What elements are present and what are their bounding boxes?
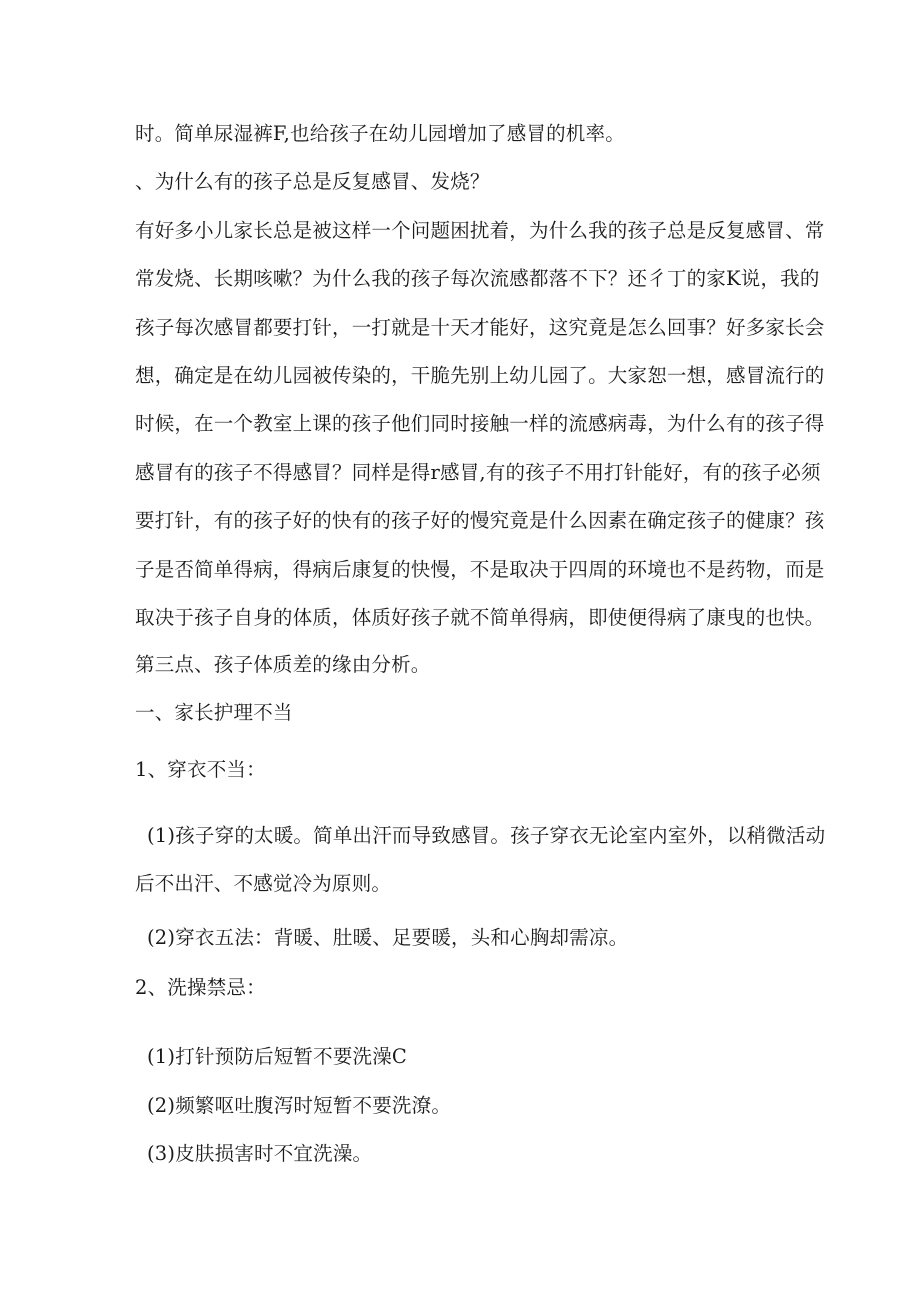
paragraph-line: 孩子每次感冒都要打针，一打就是十天才能好，这究竟是怎么回事？好多家长会 (135, 316, 825, 339)
paragraph-line: 常发烧、长期咳嗽？为什么我的孩子每次流感都落不下？还彳丁的家K说，我的 (135, 267, 820, 290)
item-heading: 1、穿衣不当： (135, 758, 266, 781)
list-item: (2)频繁呕吐腹泻时短暂不要洗潦。 (147, 1094, 452, 1117)
paragraph-line: 子是否简单得病，得病后康复的快慢，不是取决于四周的环境也不是药物，而是 (135, 558, 825, 581)
text-line: 时。简单尿湿裤F,也给孩子在幼儿园增加了感冒的机率。 (135, 122, 625, 145)
list-item: (2)穿衣五法：背暖、肚暖、足要暖，头和心胸却需凉。 (147, 926, 629, 949)
section-heading: 、为什么有的孩子总是反复感冒、发烧？ (135, 170, 490, 193)
paragraph-line: 要打针，有的孩子好的快有的孩子好的慢究竟是什么因素在确定孩子的健康？孩 (135, 509, 825, 532)
list-item: (1)孩子穿的太暖。简单出汗而导致感冒。孩子穿衣无论室内室外，以稍微活动 (147, 824, 826, 847)
list-item: (3)皮肤损害时不宜洗澡。 (147, 1142, 373, 1165)
list-item-continuation: 后不出汗、不感觉冷为原则。 (135, 872, 392, 895)
subsection-heading: 一、家长护理不当 (135, 701, 293, 724)
paragraph-line: 取决于孩子自身的体质，体质好孩子就不简单得病，即使便得病了康曳的也快。 (135, 606, 825, 629)
paragraph-line: 想，确定是在幼儿园被传染的，干脆先别上幼儿园了。大家恕一想，感冒流行的 (135, 364, 825, 387)
paragraph-line: 感冒有的孩子不得感冒？同样是得r感冒,有的孩子不用打针能好，有的孩子必须 (135, 461, 821, 484)
paragraph-line: 有好多小儿家长总是被这样一个问题困扰着，为什么我的孩子总是反复感冒、常 (135, 219, 825, 242)
item-heading: 2、洗操禁忌： (135, 976, 266, 999)
paragraph-line: 时候，在一个教室上课的孩子他们同时接触一样的流感病毒，为什么有的孩子得 (135, 412, 825, 435)
list-item: (1)打针预防后短暂不要洗澡C (147, 1045, 408, 1068)
section-heading: 第三点、孩子体质差的缘由分析。 (135, 653, 431, 676)
